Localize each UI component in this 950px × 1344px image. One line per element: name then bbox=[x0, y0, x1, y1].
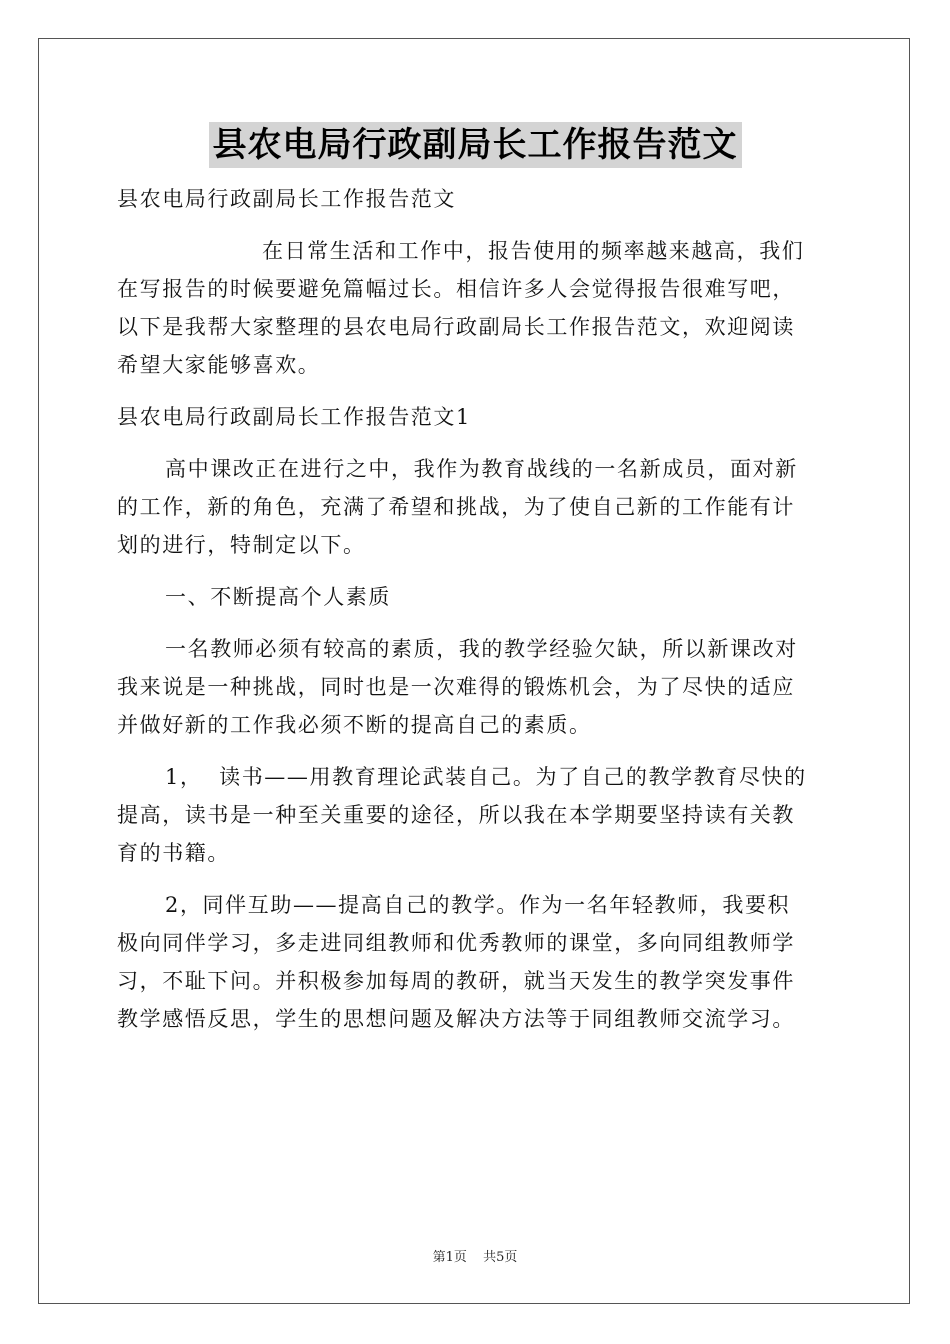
paragraph-line: 一名教师必须有较高的素质，我的教学经验欠缺，所以新课改对 bbox=[165, 637, 798, 661]
paragraph-4 bbox=[117, 886, 833, 1038]
page-total: 共5页 bbox=[483, 1250, 518, 1265]
paragraph-line: 2，同伴互助——提高自己的教学。作为一名年轻教师，我要积 bbox=[165, 893, 791, 917]
paragraph-2 bbox=[117, 630, 833, 744]
document-body bbox=[117, 180, 833, 1052]
paragraph-1 bbox=[117, 450, 833, 564]
paragraph-line: 的工作，新的角色，充满了希望和挑战，为了使自己新的工作能有计 bbox=[117, 495, 795, 519]
paragraph-line: 1， 读书——用教育理论武装自己。为了自己的教学教育尽快的 bbox=[165, 765, 807, 789]
heading-block bbox=[117, 578, 833, 616]
section-heading: 一、不断提高个人素质 bbox=[165, 585, 391, 609]
paragraph-3 bbox=[117, 758, 833, 872]
paragraph-line: 并做好新的工作我必须不断的提高自己的素质。 bbox=[117, 713, 592, 737]
paragraph-line: 提高，读书是一种至关重要的途径，所以我在本学期要坚持读有关教 bbox=[117, 803, 795, 827]
intro-line: 以下是我帮大家整理的县农电局行政副局长工作报告范文，欢迎阅读 bbox=[117, 315, 795, 339]
intro-line: 希望大家能够喜欢。 bbox=[117, 353, 321, 377]
intro-paragraph bbox=[117, 232, 833, 384]
paragraph-line: 划的进行，特制定以下。 bbox=[117, 533, 366, 557]
page-footer bbox=[0, 1246, 950, 1265]
title-container bbox=[0, 122, 950, 168]
paragraph-line: 习，不耻下问。并积极参加每周的教研，就当天发生的教学突发事件 bbox=[117, 969, 795, 993]
intro-line: 在写报告的时候要避免篇幅过长。相信许多人会觉得报告很难写吧， bbox=[117, 277, 795, 301]
intro-line: 在日常生活和工作中，报告使用的频率越来越高，我们 bbox=[262, 239, 805, 263]
paragraph-line: 育的书籍。 bbox=[117, 841, 230, 865]
document-subtitle: 县农电局行政副局长工作报告范文 bbox=[117, 187, 456, 211]
page-number: 第1页 bbox=[432, 1250, 467, 1265]
document-title: 县农电局行政副局长工作报告范文 bbox=[209, 122, 742, 168]
paragraph-line: 我来说是一种挑战，同时也是一次难得的锻炼机会，为了尽快的适应 bbox=[117, 675, 795, 699]
paragraph-line: 极向同伴学习，多走进同组教师和优秀教师的课堂，多向同组教师学 bbox=[117, 931, 795, 955]
paragraph-line: 高中课改正在进行之中，我作为教育战线的一名新成员，面对新 bbox=[165, 457, 798, 481]
paragraph-line: 教学感悟反思，学生的思想问题及解决方法等于同组教师交流学习。 bbox=[117, 1007, 795, 1031]
section-title: 县农电局行政副局长工作报告范文1 bbox=[117, 405, 471, 429]
